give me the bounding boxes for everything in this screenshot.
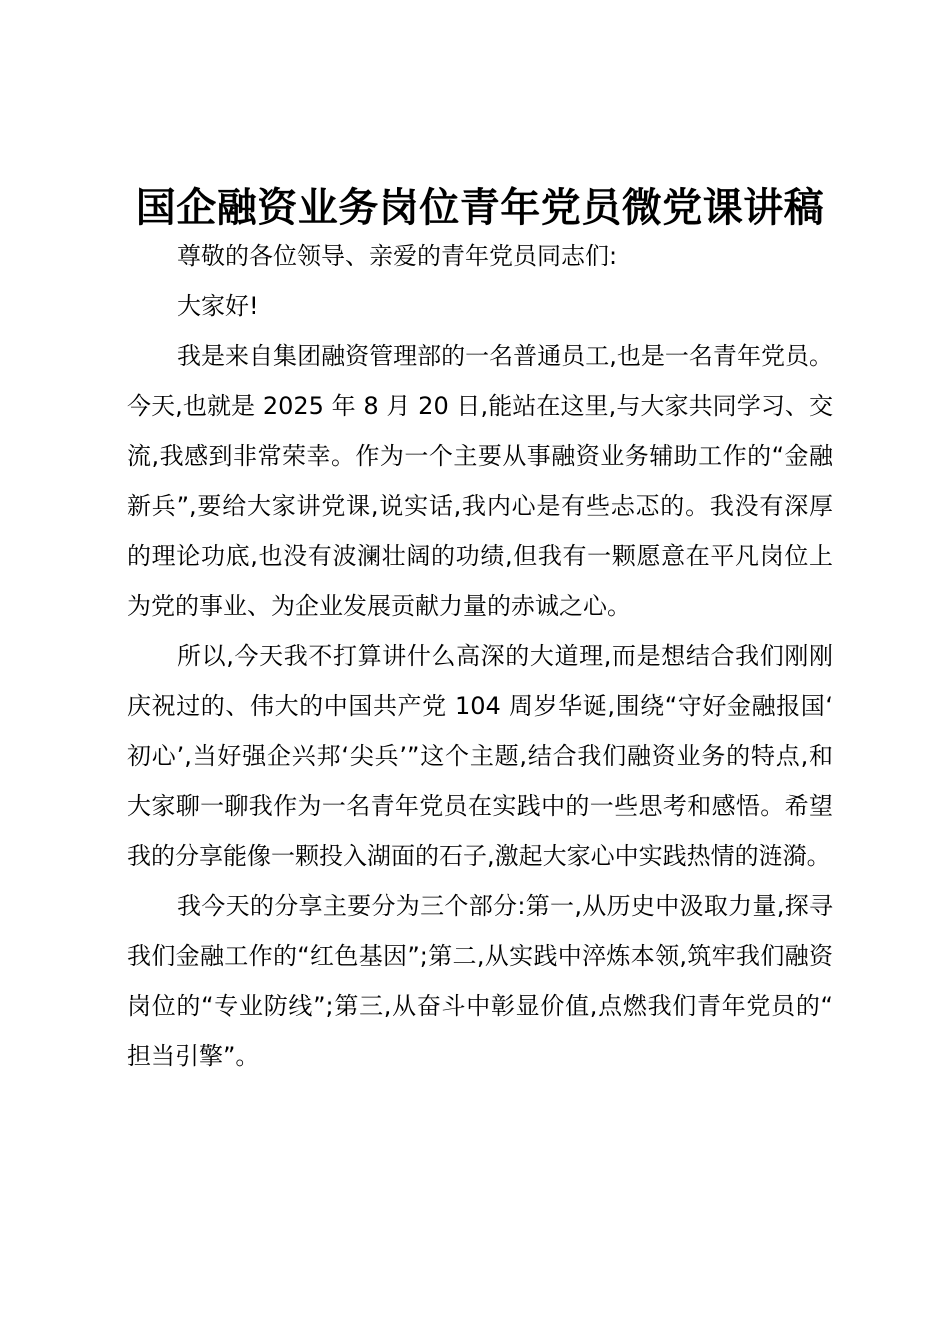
greeting-paragraph: 大家好!: [177, 292, 259, 320]
document-title: 国企融资业务岗位青年党员微党课讲稿: [135, 184, 825, 231]
document-body: [127, 231, 833, 1081]
outline-paragraph: 我今天的分享主要分为三个部分:第一,从历史中汲取力量,探寻我们金融工作的“红色基因”;第二,从实践中淬炼本领,筑牢我们融资岗位的“专业防线”;第三,从奋斗中彰显价值,点燃我们青年党员的“担当引擎”。: [127, 892, 833, 1070]
theme-paragraph: 所以,今天我不打算讲什么高深的大道理,而是想结合我们刚刚庆祝过的、伟大的中国共产党 104 周岁华诞,围绕“守好金融报国‘初心’,当好强企兴邦‘尖兵’”这个主题,结合我们融资业务的特点,和大家聊一聊我作为一名青年党员在实践中的一些思考和感悟。希望我的分享能像一颗投入湖面的石子,激起大家心中实践热情的涟漪。: [127, 642, 833, 870]
introduction-paragraph: 我是来自集团融资管理部的一名普通员工,也是一名青年党员。今天,也就是 2025 年 8 月 20 日,能站在这里,与大家共同学习、交流,我感到非常荣幸。作为一个主要从事融资业务辅助工作的“金融新兵”,要给大家讲党课,说实话,我内心是有些忐忑的。我没有深厚的理论功底,也没有波澜壮阔的功绩,但我有一颗愿意在平凡岗位上为党的事业、为企业发展贡献力量的赤诚之心。: [127, 342, 833, 620]
salutation-paragraph: 尊敬的各位领导、亲爱的青年党员同志们:: [177, 242, 618, 270]
